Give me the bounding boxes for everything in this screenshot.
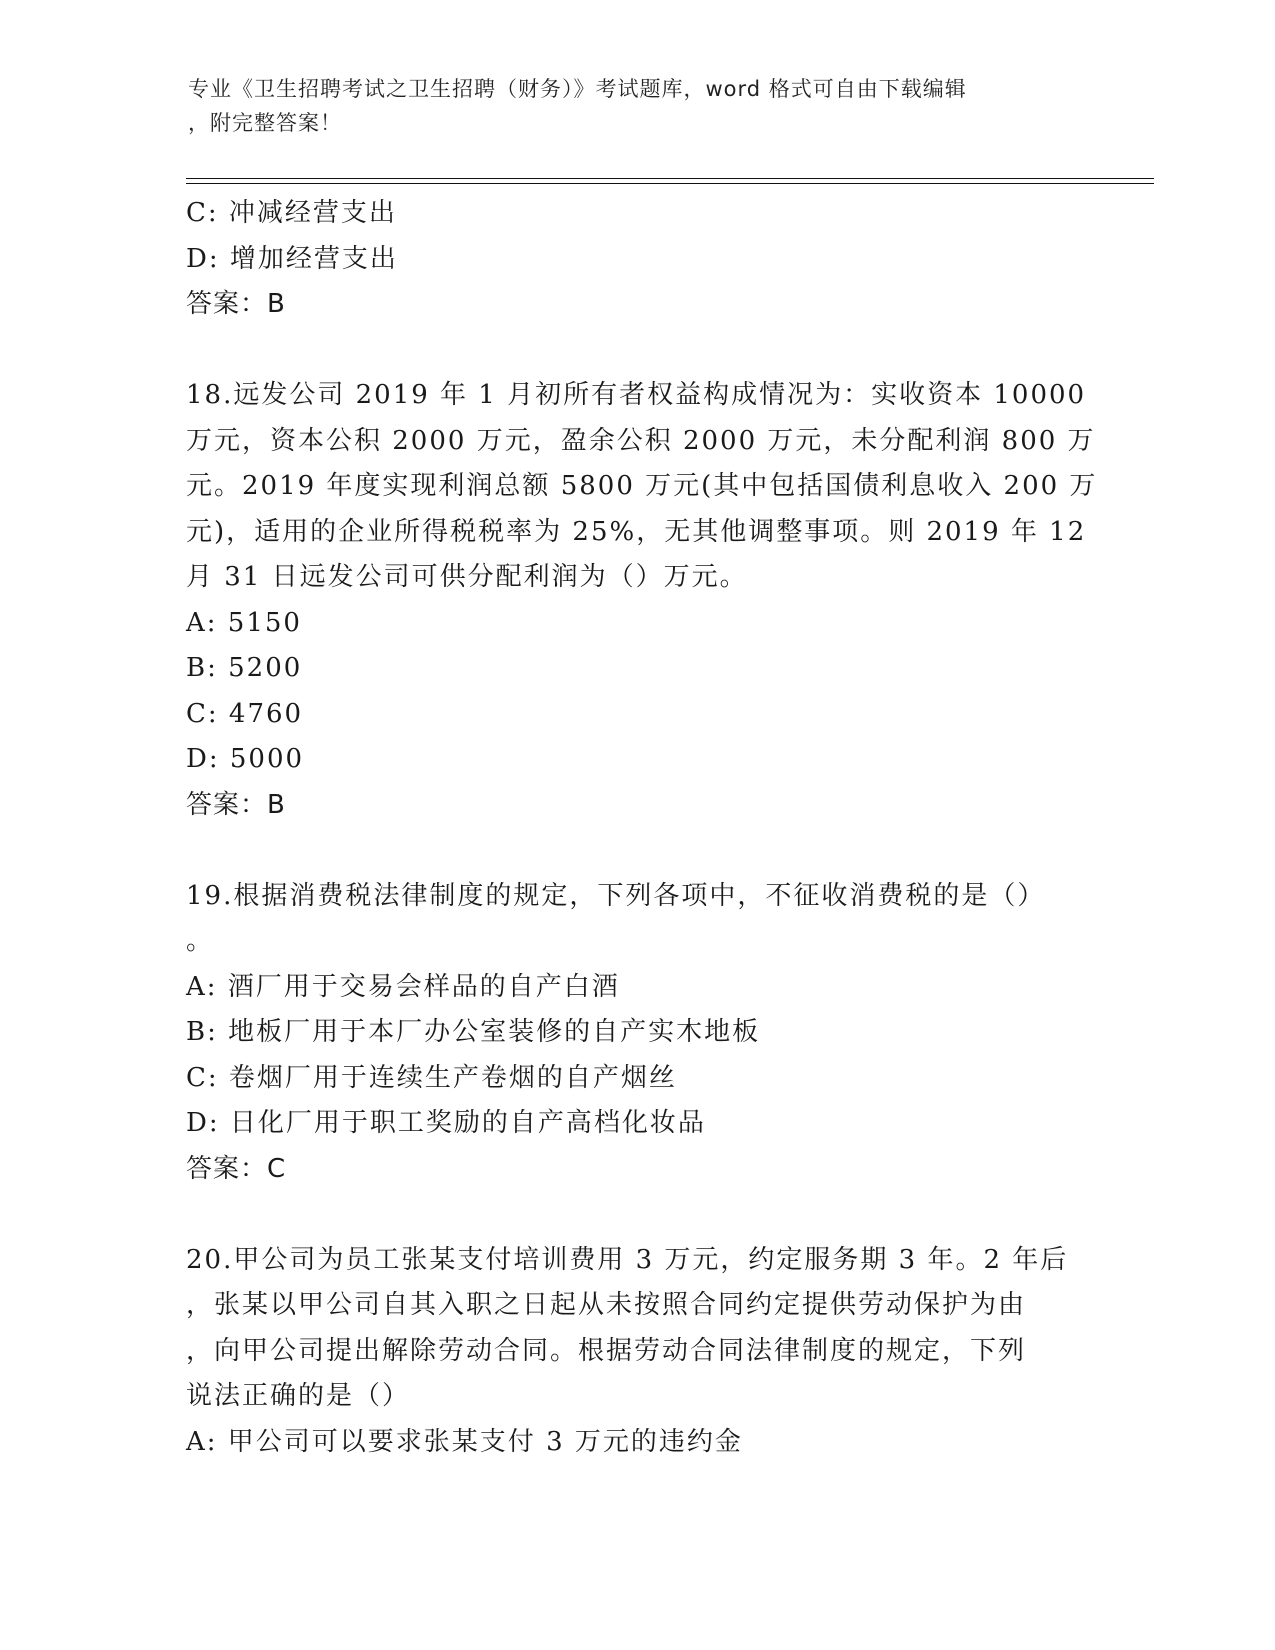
header-line-2: ，附完整答案！ — [188, 111, 342, 135]
question-text — [186, 874, 1066, 965]
question-text — [186, 373, 1098, 601]
question-text — [186, 1238, 1069, 1420]
option-c: C: 4760 — [186, 698, 304, 729]
spacer — [186, 828, 1086, 874]
answer: 答案：C — [186, 1153, 287, 1184]
option-d: D: 增加经营支出 — [186, 243, 398, 274]
question-line: ，向甲公司提出解除劳动合同。根据劳动合同法律制度的规定，下列 — [186, 1335, 1027, 1366]
question-19 — [186, 874, 1086, 1193]
question-line: 19.根据消费税法律制度的规定，下列各项中，不征收消费税的是（） — [186, 880, 1046, 911]
option-d: D: 日化厂用于职工奖励的自产高档化妆品 — [186, 1108, 706, 1138]
header-line-1: 专业《卫生招聘考试之卫生招聘（财务）》考试题库，word 格式可自由下载编辑 — [188, 77, 967, 101]
question-20 — [186, 1238, 1086, 1466]
option-a: A: 5150 — [186, 607, 302, 638]
option-d: D: 5000 — [186, 744, 305, 774]
option-a: A: 酒厂用于交易会样品的自产白酒 — [186, 971, 620, 1002]
option-c: C: 冲减经营支出 — [186, 198, 397, 228]
prev-question — [186, 191, 1086, 328]
question-line: 元)，适用的企业所得税税率为 25%，无其他调整事项。则 2019 年 12 — [186, 516, 1087, 547]
question-line: 。 — [186, 926, 215, 956]
header-divider-bottom — [186, 183, 1154, 184]
question-line: 说法正确的是（） — [186, 1381, 411, 1411]
spacer — [186, 328, 1086, 374]
document-body — [186, 191, 1098, 1465]
option-b: B: 5200 — [186, 653, 303, 683]
question-line: ，张某以甲公司自其入职之日起从未按照合同约定提供劳动保护为由 — [186, 1290, 1027, 1320]
document-header — [188, 72, 1078, 140]
option-c: C: 卷烟厂用于连续生产卷烟的自产烟丝 — [186, 1062, 677, 1093]
question-line: 元。2019 年度实现利润总额 5800 万元(其中包括国债利息收入 200 万 — [186, 471, 1098, 501]
question-line: 18.远发公司 2019 年 1 月初所有者权益构成情况为：实收资本 10000 — [186, 380, 1087, 410]
answer: 答案：B — [186, 289, 286, 319]
spacer — [186, 1192, 1086, 1238]
question-line: 20.甲公司为员工张某支付培训费用 3 万元，约定服务期 3 年。2 年后 — [186, 1244, 1069, 1275]
answer: 答案：B — [186, 789, 286, 820]
option-a: A: 甲公司可以要求张某支付 3 万元的违约金 — [186, 1426, 743, 1457]
question-line: 万元，资本公积 2000 万元，盈余公积 2000 万元，未分配利润 800 万 — [186, 425, 1096, 456]
question-line: 月 31 日远发公司可供分配利润为（）万元。 — [186, 562, 748, 592]
header-divider-top — [186, 178, 1154, 179]
option-b: B: 地板厂用于本厂办公室装修的自产实木地板 — [186, 1017, 761, 1047]
question-18 — [186, 373, 1098, 828]
